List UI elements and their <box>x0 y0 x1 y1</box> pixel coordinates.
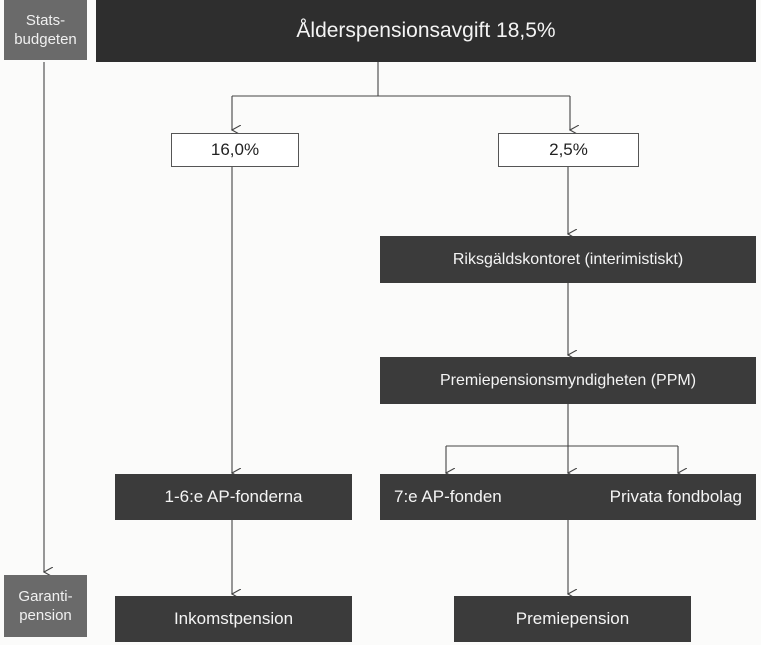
node-premiepension-label: Premiepension <box>515 609 630 628</box>
node-fund-destinations <box>380 474 756 520</box>
node-left-share-label: 16,0% <box>210 140 260 159</box>
node-right-share-label: 2,5% <box>549 140 588 159</box>
node-privata-label: Privata fondbolag <box>609 487 742 506</box>
side-label-top-line1: Stats- <box>25 12 66 29</box>
node-ap7-label: 7:e AP-fonden <box>394 487 502 506</box>
node-ap-fonderna-label: 1-6:e AP-fonderna <box>164 487 303 506</box>
side-label-garantipension <box>4 575 87 637</box>
side-label-top-line2: budgeten <box>14 31 77 48</box>
node-riksgalds <box>380 236 756 283</box>
node-left-share <box>171 133 299 167</box>
side-label-bottom-line2: pension <box>19 607 72 624</box>
side-label-statsbudgeten <box>4 0 87 60</box>
node-ppm <box>380 357 756 404</box>
node-root <box>96 0 756 62</box>
node-ap-fonderna <box>115 474 352 520</box>
node-root-label: Ålderspensionsavgift 18,5% <box>296 19 556 42</box>
node-inkomstpension-label: Inkomstpension <box>173 609 294 628</box>
node-riksgalds-label: Riksgäldskontoret (interimistiskt) <box>452 250 684 268</box>
node-premiepension <box>454 596 691 642</box>
side-label-bottom-line1: Garanti- <box>18 588 73 605</box>
node-inkomstpension <box>115 596 352 642</box>
node-ppm-label: Premiepensionsmyndigheten (PPM) <box>439 371 697 389</box>
node-right-share <box>498 133 639 167</box>
